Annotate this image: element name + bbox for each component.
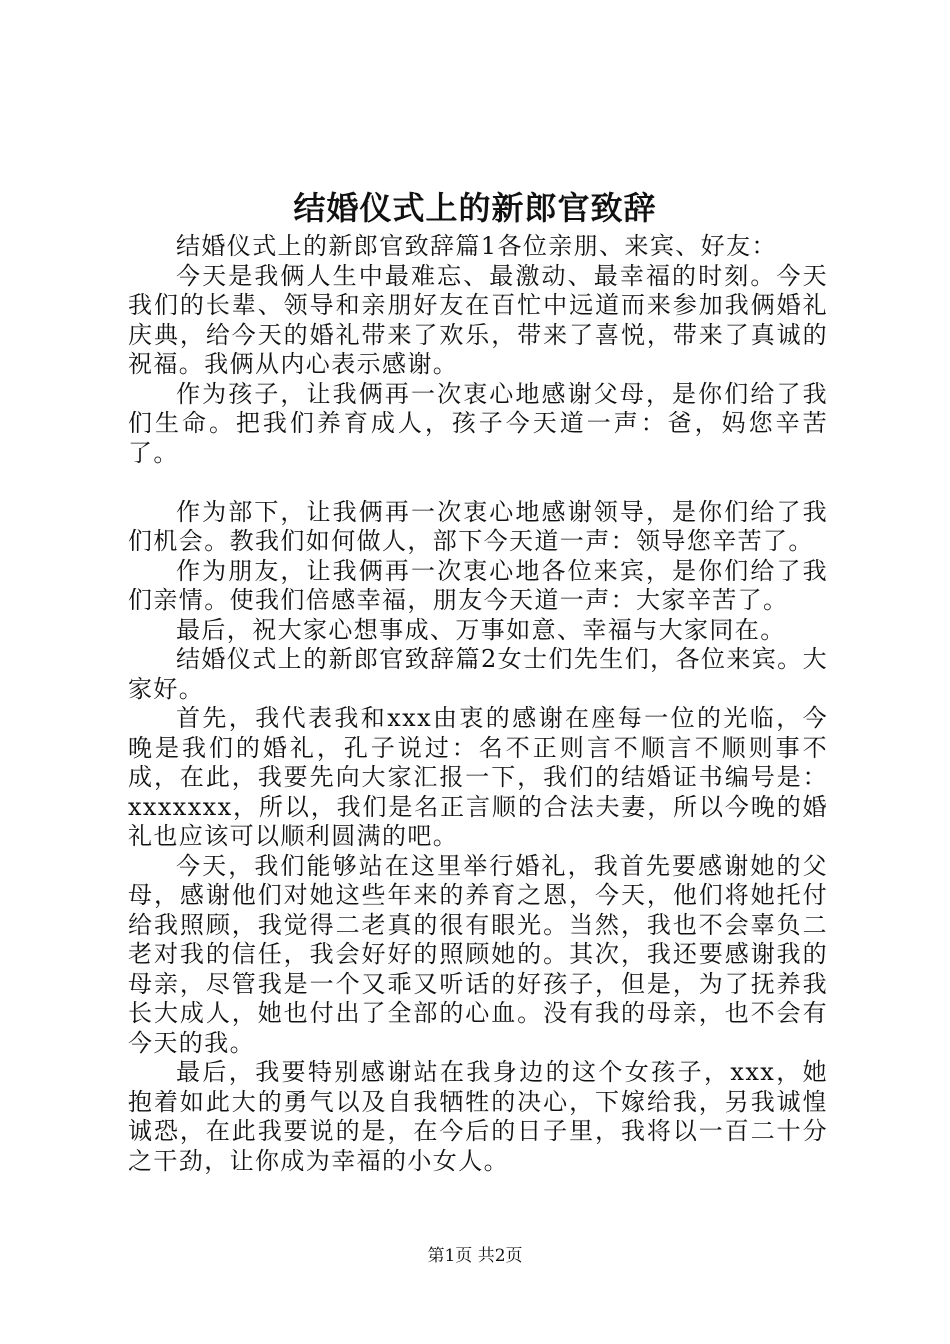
paragraph-5: 作为朋友，让我俩再一次衷心地各位来宾，是你们给了我们亲情。使我们倍感幸福，朋友今天道一声：大家辛苦了。 (128, 556, 828, 614)
paragraph-8: 首先，我代表我和xxx由衷的感谢在座每一位的光临，今晚是我们的婚礼，孔子说过：名不正则言不顺言不顺则事不成，在此，我要先向大家汇报一下，我们的结婚证书编号是：xxxxxxx，所以，我们是名正言顺的合法夫妻，所以今晚的婚礼也应该可以顺利圆满的吧。 (128, 704, 828, 850)
paragraph-7: 结婚仪式上的新郎官致辞篇2女士们先生们，各位来宾。大家好。 (128, 645, 828, 703)
paragraph-4: 作为部下，让我俩再一次衷心地感谢领导，是你们给了我们机会。教我们如何做人，部下今天道一声：领导您辛苦了。 (128, 497, 828, 555)
paragraph-10: 最后，我要特别感谢站在我身边的这个女孩子，xxx，她抱着如此大的勇气以及自我牺牲的决心，下嫁给我，另我诚惶诚恐，在此我要说的是，在今后的日子里，我将以一百二十分之干劲，让你成为幸福的小女人。 (128, 1058, 828, 1175)
document-title: 结婚仪式上的新郎官致辞 (293, 189, 657, 227)
document-body (128, 232, 828, 1176)
paragraph-spacer (128, 468, 828, 498)
paragraph-6: 最后，祝大家心想事成、万事如意、幸福与大家同在。 (176, 615, 786, 644)
paragraph-2: 今天是我俩人生中最难忘、最激动、最幸福的时刻。今天我们的长辈、领导和亲朋好友在百忙中远道而来参加我俩婚礼庆典，给今天的婚礼带来了欢乐，带来了喜悦，带来了真诚的祝福。我俩从内心表示感谢。 (128, 261, 828, 378)
paragraph-1: 结婚仪式上的新郎官致辞篇1各位亲朋、来宾、好友： (176, 232, 777, 260)
paragraph-9: 今天，我们能够站在这里举行婚礼，我首先要感谢她的父母，感谢他们对她这些年来的养育之恩，今天，他们将她托付给我照顾，我觉得二老真的很有眼光。当然，我也不会辜负二老对我的信任，我会好好的照顾她的。其次，我还要感谢我的母亲，尽管我是一个又乖又听话的好孩子，但是，为了抚养我长大成人，她也付出了全部的心血。没有我的母亲，也不会有今天的我。 (128, 851, 828, 1057)
paragraph-3: 作为孩子，让我俩再一次衷心地感谢父母，是你们给了我们生命。把我们养育成人，孩子今天道一声：爸，妈您辛苦了。 (128, 379, 828, 467)
page-footer: 第1页 共2页 (427, 1246, 523, 1266)
